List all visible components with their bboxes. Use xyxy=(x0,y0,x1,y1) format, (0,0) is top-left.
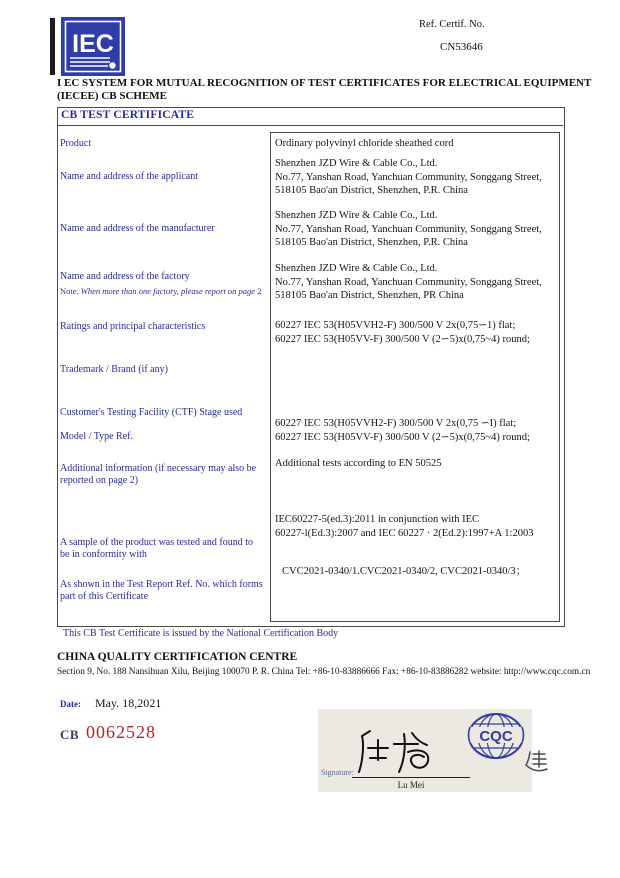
label-model: Model / Type Ref. xyxy=(60,431,133,442)
value-conformity xyxy=(275,513,559,540)
ratings-line2: 60227 IEC 53(H05VV-F) 300/500 V (2∽5)x(0,75~4) round; xyxy=(275,333,530,345)
manufacturer-line1: Shenzhen JZD Wire & Cable Co., Ltd. xyxy=(275,210,438,221)
value-model xyxy=(275,417,559,444)
label-test-report: As shown in the Test Report Ref. No. which forms part of this Certificate xyxy=(60,579,263,602)
signature-label: Signature: xyxy=(321,768,354,777)
values-column-border xyxy=(270,132,560,622)
ref-certif-number: CN53646 xyxy=(440,41,483,53)
cb-certificate-number: 0062528 xyxy=(86,722,156,742)
manufacturer-line3: 518105 Bao'an District, Shenzhen, P.R. China xyxy=(275,237,468,248)
iec-logo-text: IEC xyxy=(72,30,114,58)
label-ratings: Ratings and principal characteristics xyxy=(60,321,206,332)
label-ctf: Customer's Testing Facility (CTF) Stage used xyxy=(60,407,243,418)
label-manufacturer: Name and address of the manufacturer xyxy=(60,223,215,234)
conformity-line2: 60227-l(Ed.3):2007 and IEC 60227 · 2(Ed.2):1997+A 1:2003 xyxy=(275,527,534,539)
factory-note xyxy=(60,286,268,296)
signature-script xyxy=(352,728,452,781)
value-applicant xyxy=(275,157,557,198)
cqc-logo xyxy=(466,712,526,765)
scheme-title-line1: I EC SYSTEM FOR MUTUAL RECOGNITION OF TEST CERTIFICATES FOR ELECTRICAL EQUIPMENT xyxy=(57,77,592,89)
stamp-character-icon xyxy=(524,750,548,779)
iec-logo xyxy=(50,17,128,82)
title-divider xyxy=(57,125,563,126)
value-factory xyxy=(275,262,557,303)
factory-note-italic: When more than one factory, please report on page xyxy=(80,286,258,296)
conformity-line1: IEC60227-5(ed.3):2011 in conjunction with IEC xyxy=(275,514,480,525)
cqc-logo-text: CQC xyxy=(479,728,513,745)
certificate-title: CB TEST CERTIFICATE xyxy=(61,109,195,121)
value-additional-info: Additional tests according to EN 50525 xyxy=(275,458,442,469)
label-applicant: Name and address of the applicant xyxy=(60,171,199,182)
ratings-line1: 60227 IEC 53(H05VVH2-F) 300/500 V 2x(0,75∽1) flat; xyxy=(275,320,516,331)
factory-line2: No.77, Yanshan Road, Yanchuan Community, Songgang Street, xyxy=(275,276,542,288)
label-trademark: Trademark / Brand (if any) xyxy=(60,364,168,375)
label-additional-info: Additional information (if necessary may also be reported on page 2) xyxy=(60,463,257,486)
signer-name: Lu Mei xyxy=(397,780,425,790)
scheme-title-line2: (IECEE) CB SCHEME xyxy=(57,90,168,102)
factory-line1: Shenzhen JZD Wire & Cable Co., Ltd. xyxy=(275,263,438,274)
model-line2: 60227 IEC 53(H05VV-F) 300/500 V (2∽5)x(0,75~4) round; xyxy=(275,431,530,443)
issued-by-line: This CB Test Certificate is issued by the National Certification Body xyxy=(63,628,339,639)
model-line1: 60227 IEC 53(H05VVH2-F) 300/500 V 2x(0,75 ∽I) flat; xyxy=(275,418,517,429)
date-label: Date: xyxy=(60,699,81,709)
ref-certif-label: Ref. Certif. No. xyxy=(419,19,485,30)
applicant-line3: 518105 Bao'an District, Shenzhen, P.R. China xyxy=(275,185,468,196)
label-product: Product xyxy=(60,138,92,149)
applicant-line1: Shenzhen JZD Wire & Cable Co., Ltd. xyxy=(275,158,438,169)
value-manufacturer xyxy=(275,209,557,250)
cb-label: CB xyxy=(60,727,80,742)
certification-body-address: Section 9, No. 188 Nansihuan Xilu, Beijing 100070 P. R. China Tel: +86-10-83886666 Fax: +86-10-83886282 website: http://www.cqc.com.cn xyxy=(57,667,591,677)
factory-note-suffix: 2 xyxy=(257,286,262,296)
certification-body-name: CHINA QUALITY CERTIFICATION CENTRE xyxy=(57,651,298,663)
date-value: May. 18,2021 xyxy=(95,696,162,710)
value-ratings xyxy=(275,319,559,346)
signature-underline xyxy=(352,777,470,778)
value-product: Ordinary polyvinyl chloride sheathed cord xyxy=(275,138,454,149)
factory-note-prefix: Note. xyxy=(60,286,81,296)
applicant-line2: No.77, Yanshan Road, Yanchuan Community, Songgang Street, xyxy=(275,171,542,183)
value-test-report: CVC2021-0340/1.CVC2021-0340/2, CVC2021-0340/3； xyxy=(282,566,527,577)
label-factory: Name and address of the factory xyxy=(60,271,190,282)
manufacturer-line2: No.77, Yanshan Road, Yanchuan Community, Songgang Street, xyxy=(275,223,542,235)
factory-line3: 518105 Bao'an District, Shenzhen, PR China xyxy=(275,290,464,301)
label-conformity: A sample of the product was tested and found to be in conformity with xyxy=(60,537,254,560)
